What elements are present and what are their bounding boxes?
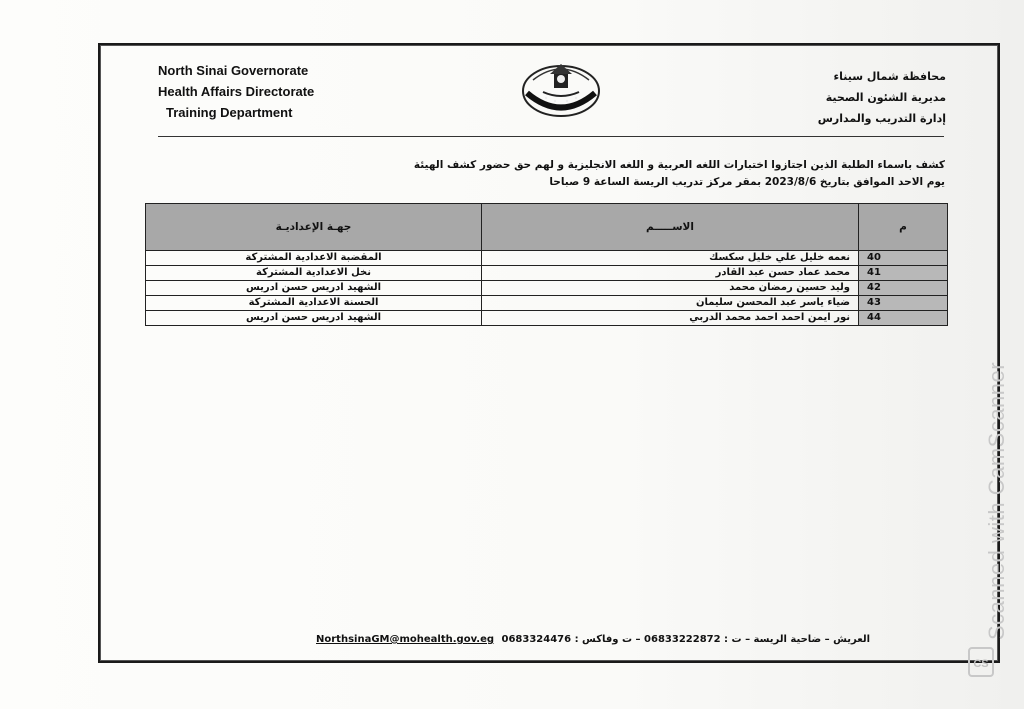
header-governorate-ar: محافظة شمال سيناء [833, 70, 946, 83]
camscanner-watermark [958, 340, 1009, 640]
school-cell: الشهيد ادريس حسن ادريس [146, 281, 482, 296]
header-governorate-en: North Sinai Governorate [158, 63, 309, 78]
header-department-en: Training Department [166, 105, 293, 120]
header-directorate-en: Health Affairs Directorate [158, 84, 315, 99]
school-cell: الحسنة الاعدادية المشتركة [146, 296, 482, 311]
title-line-2: يوم الاحد الموافق بتاريخ 2023/8/6 بمقر مركز تدريب الريسة الساعة 9 صباحا [549, 176, 945, 188]
table-row [146, 296, 948, 311]
document-title [150, 157, 945, 191]
students-table [145, 203, 948, 326]
table-header-row [146, 204, 948, 251]
name-cell: محمد عماد حسن عبد القادر [482, 266, 859, 281]
header-name: الاســـــم [482, 204, 859, 251]
table-row [146, 311, 948, 326]
number-cell: 44 [859, 311, 948, 326]
number-cell: 42 [859, 281, 948, 296]
title-line-1: كشف باسماء الطلبة الذين اجتازوا اختبارات اللغه العربية و اللغه الانجليزية و لهم حق حضور كشف الهيئة [413, 159, 945, 171]
emblem-logo [521, 60, 601, 118]
english-header [158, 60, 314, 123]
header-number: م [859, 204, 948, 251]
school-cell: المقضبة الاعدادية المشتركة [146, 251, 482, 266]
footer-address: العريش – ضاحية الريسة – ت : 06833222872 – ت وفاكس : 0683324476 [501, 634, 871, 645]
header-school: جهـة الإعداديـة [146, 204, 482, 251]
camscanner-icon: CS [968, 647, 994, 677]
number-cell: 41 [859, 266, 948, 281]
name-cell: نعمه خليل علي خليل سكسك [482, 251, 859, 266]
header-divider [158, 136, 944, 137]
table-row [146, 281, 948, 296]
footer-email[interactable]: NorthsinaGM@mohealth.gov.eg [316, 634, 495, 645]
number-cell: 43 [859, 296, 948, 311]
school-cell: الشهيد ادريس حسن ادريس [146, 311, 482, 326]
table-row [146, 251, 948, 266]
name-cell: ضياء ياسر عبد المحسن سليمان [482, 296, 859, 311]
watermark-text: Scanned with CamScanner [984, 361, 1009, 640]
number-cell: 40 [859, 251, 948, 266]
name-cell: نور ايمن احمد احمد محمد الدربي [482, 311, 859, 326]
table-row [146, 266, 948, 281]
school-cell: نخل الاعدادية المشتركة [146, 266, 482, 281]
header-department-ar: إدارة التدريب والمدارس [817, 112, 946, 125]
header-directorate-ar: مديرية الشئون الصحية [825, 91, 946, 104]
arabic-header [818, 66, 946, 129]
footer-contact [316, 634, 870, 645]
name-cell: وليد حسين رمضان محمد [482, 281, 859, 296]
